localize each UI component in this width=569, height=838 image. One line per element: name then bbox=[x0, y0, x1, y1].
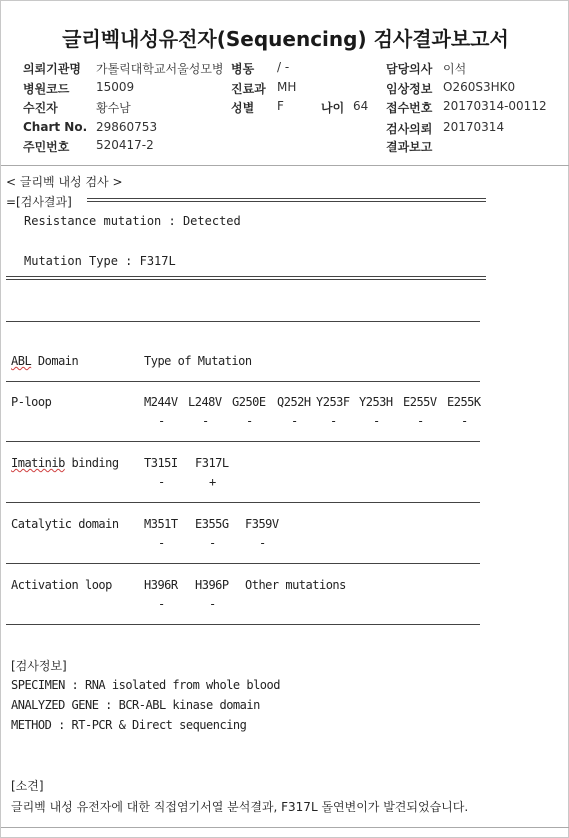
mutation-type: Mutation Type : F317L bbox=[24, 254, 176, 268]
table-cell-result: - bbox=[461, 414, 469, 428]
table-cell-mutation: Y253H bbox=[359, 395, 393, 409]
doctor-value: 이석 bbox=[443, 62, 467, 76]
table-row-rule bbox=[6, 563, 480, 564]
age-value: 64 bbox=[353, 99, 369, 113]
table-cell-result: - bbox=[373, 414, 381, 428]
institution-value: 가톨릭대학교서울성모병 bbox=[96, 62, 224, 76]
table-cell-result: - bbox=[209, 536, 217, 550]
table-cell-mutation: H396P bbox=[195, 578, 229, 592]
dept-value: MH bbox=[277, 80, 297, 94]
table-cell-result: - bbox=[291, 414, 299, 428]
table-cell-mutation: F359V bbox=[245, 517, 279, 531]
header-divider bbox=[1, 165, 569, 166]
resident-no-value: 520417-2 bbox=[96, 138, 154, 152]
domain-word: Imatinib bbox=[11, 456, 65, 470]
method-line: METHOD : RT-PCR & Direct sequencing bbox=[11, 718, 247, 732]
table-cell-domain: Catalytic domain bbox=[11, 517, 119, 531]
receipt-no-label: 접수번호 bbox=[386, 101, 433, 115]
table-cell-result: - bbox=[259, 536, 267, 550]
bottom-divider bbox=[1, 827, 569, 828]
hospital-code-value: 15009 bbox=[96, 80, 135, 94]
table-cell-domain: P-loop bbox=[11, 395, 52, 409]
sex-label: 성별 bbox=[231, 101, 255, 115]
clinical-info-label: 임상정보 bbox=[386, 82, 433, 96]
result-report-label: 결과보고 bbox=[386, 140, 433, 154]
dept-label: 진료과 bbox=[231, 82, 266, 96]
table-cell-result: - bbox=[246, 414, 254, 428]
request-date-label: 검사의뢰 bbox=[386, 122, 433, 136]
table-rule-header bbox=[6, 381, 480, 382]
ward-value: / - bbox=[277, 60, 290, 74]
patient-value: 황수남 bbox=[96, 101, 131, 115]
table-cell-mutation: H396R bbox=[144, 578, 178, 592]
table-cell-result: - bbox=[202, 414, 210, 428]
result-double-rule bbox=[6, 276, 486, 280]
table-cell-mutation: F317L bbox=[195, 456, 229, 470]
table-row-rule bbox=[6, 502, 480, 503]
ward-label: 병동 bbox=[231, 62, 255, 76]
table-cell-mutation: E255K bbox=[447, 395, 481, 409]
clinical-info-value: O260S3HK0 bbox=[443, 80, 516, 94]
table-cell-domain: Imatinib binding bbox=[11, 456, 119, 470]
table-cell-result: - bbox=[158, 475, 166, 489]
institution-label: 의뢰기관명 bbox=[23, 62, 81, 76]
table-cell-mutation: T315I bbox=[144, 456, 178, 470]
findings-heading: [소견] bbox=[11, 779, 44, 793]
table-cell-mutation: E355G bbox=[195, 517, 229, 531]
table-cell-mutation: Q252H bbox=[277, 395, 311, 409]
section-title: < 글리벡 내성 검사 > bbox=[6, 175, 123, 189]
findings-text: 글리벡 내성 유전자에 대한 직접염기서열 분석결과, F317L 돌연변이가 발견되었습니다. bbox=[11, 800, 469, 814]
table-cell-result: - bbox=[158, 414, 166, 428]
table-rule-top bbox=[6, 321, 480, 322]
table-cell-mutation: Other mutations bbox=[245, 578, 346, 592]
result-header-double-rule bbox=[87, 198, 486, 202]
chart-no-label: Chart No. bbox=[23, 120, 88, 134]
table-cell-result: - bbox=[330, 414, 338, 428]
table-row-rule bbox=[6, 624, 480, 625]
chart-no-value: 29860753 bbox=[96, 120, 158, 134]
table-cell-mutation: L248V bbox=[188, 395, 222, 409]
table-cell-domain: Activation loop bbox=[11, 578, 112, 592]
analyzed-gene-line: ANALYZED GENE : BCR-ABL kinase domain bbox=[11, 698, 260, 712]
table-cell-mutation: M351T bbox=[144, 517, 178, 531]
age-label: 나이 bbox=[321, 101, 345, 115]
table-cell-mutation: Y253F bbox=[316, 395, 350, 409]
doctor-label: 담당의사 bbox=[386, 62, 433, 76]
hospital-code-label: 병원코드 bbox=[23, 82, 70, 96]
result-header: =[검사결과] bbox=[6, 195, 72, 209]
table-cell-result: - bbox=[209, 597, 217, 611]
patient-label: 수진자 bbox=[23, 101, 58, 115]
table-cell-result: - bbox=[158, 597, 166, 611]
table-cell-mutation: M244V bbox=[144, 395, 178, 409]
table-cell-result: - bbox=[417, 414, 425, 428]
table-header-mutation-type: Type of Mutation bbox=[144, 354, 252, 368]
sex-value: F bbox=[277, 99, 284, 113]
table-header-domain: ABL Domain bbox=[11, 354, 79, 368]
resistance-mutation: Resistance mutation : Detected bbox=[24, 214, 241, 228]
report-title: 글리벡내성유전자(Sequencing) 검사결과보고서 bbox=[62, 27, 509, 51]
specimen-line: SPECIMEN : RNA isolated from whole blood bbox=[11, 678, 280, 692]
table-cell-mutation: G250E bbox=[232, 395, 266, 409]
request-date-value: 20170314 bbox=[443, 120, 505, 134]
table-cell-result: + bbox=[209, 475, 217, 489]
table-cell-result: - bbox=[158, 536, 166, 550]
table-cell-mutation: E255V bbox=[403, 395, 437, 409]
table-row-rule bbox=[6, 441, 480, 442]
info-heading: [검사정보] bbox=[11, 659, 67, 673]
receipt-no-value: 20170314-00112 bbox=[443, 99, 547, 113]
resident-no-label: 주민번호 bbox=[23, 140, 70, 154]
